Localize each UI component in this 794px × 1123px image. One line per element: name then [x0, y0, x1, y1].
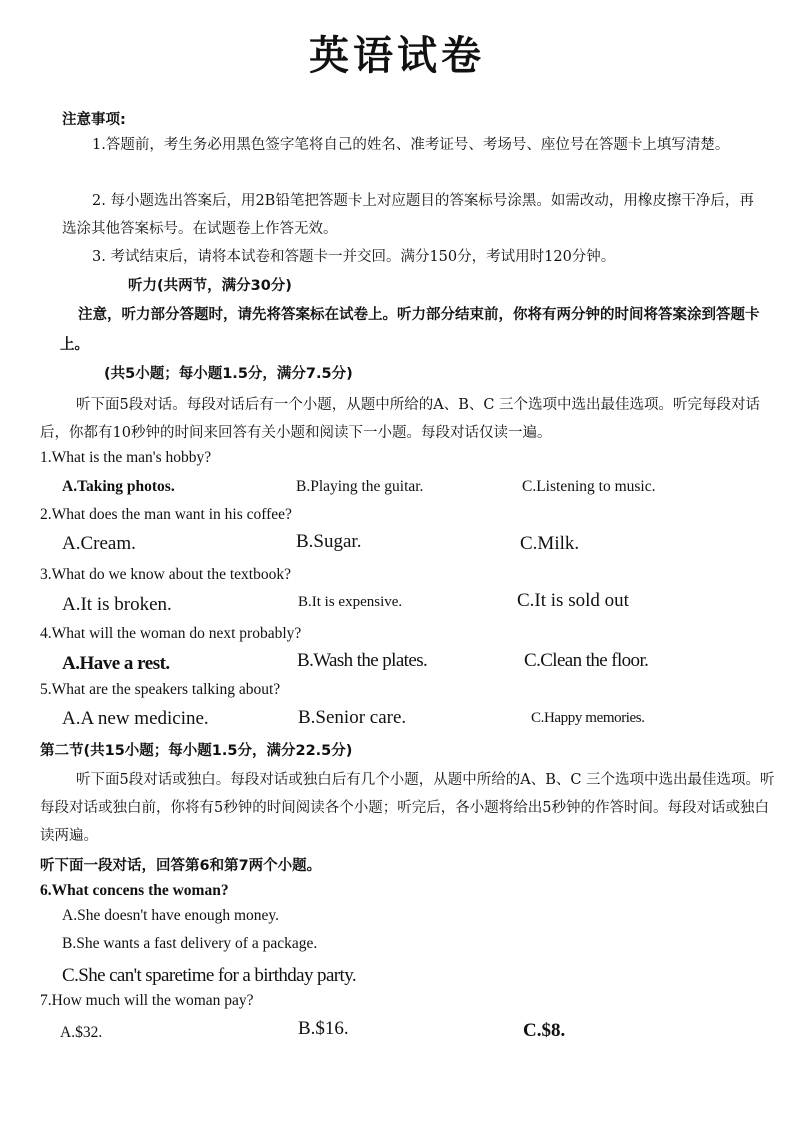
q6-option-b: B.She wants a fast delivery of a package. — [62, 935, 318, 952]
section1-instructions: 听下面5段对话。每段对话后有一个小题，从题中所给的A、B、C 三个选项中选出最佳选项。听完每段对话后，你都有10秒钟的时间来回答有关小题和阅读下一小题。每段对话仅读一遍。 — [40, 397, 761, 441]
notice-heading: 注意事项: — [62, 112, 126, 128]
question-7: 7.How much will the woman pay? — [40, 992, 254, 1009]
section2-heading: 第二节(共15小题；每小题1.5分，满分22.5分) — [40, 743, 353, 759]
listening-note: 注意，听力部分答题时，请先将答案标在试卷上。听力部分结束前，你将有两分钟的时间将答案涂到答题卡上。 — [60, 307, 760, 353]
q4-option-c: C.Clean the floor. — [524, 650, 649, 671]
q5-option-c: C.Happy memories. — [531, 710, 645, 726]
section2-subheading: 听下面一段对话，回答第6和第7两个小题。 — [40, 858, 322, 874]
question-3: 3.What do we know about the textbook? — [40, 566, 291, 583]
question-2: 2.What does the man want in his coffee? — [40, 506, 292, 523]
listening-heading: 听力(共两节，满分30分) — [128, 278, 292, 294]
section2-instructions: 听下面5段对话或独白。每段对话或独白后有几个小题，从题中所给的A、B、C 三个选项中选出最佳选项。听每段对话或独白前，你将有5秒钟的时间阅读各个小题；听完后，各小题将给出5秒钟的作答时间。每段对话或独白读两遍。 — [40, 772, 775, 844]
q5-option-b: B.Senior care. — [298, 707, 407, 728]
question-4: 4.What will the woman do next probably? — [40, 625, 302, 642]
q3-option-b: B.It is expensive. — [298, 594, 403, 610]
q4-option-b: B.Wash the plates. — [297, 650, 428, 671]
q6-option-a: A.She doesn't have enough money. — [62, 907, 280, 924]
section1-heading: (共5小题；每小题1.5分，满分7.5分) — [104, 366, 353, 382]
question-1: 1.What is the man's hobby? — [40, 449, 212, 466]
q4-option-a: A.Have a rest. — [62, 653, 170, 674]
q7-option-b: B.$16. — [298, 1018, 349, 1039]
q7-option-c: C.$8. — [523, 1020, 566, 1041]
q3-option-c: C.It is sold out — [517, 590, 629, 611]
q2-option-c: C.Milk. — [520, 533, 580, 554]
q1-option-c: C.Listening to music. — [522, 478, 656, 495]
notice-item-1: 1.答题前，考生务必用黑色签字笔将自己的姓名、准考证号、考场号、座位号在答题卡上填写清楚。 — [92, 137, 730, 153]
q2-option-b: B.Sugar. — [296, 531, 362, 552]
q3-option-a: A.It is broken. — [62, 594, 172, 615]
question-5: 5.What are the speakers talking about? — [40, 681, 281, 698]
q5-option-a: A.A new medicine. — [62, 708, 209, 729]
notice-item-3: 3. 考试结束后，请将本试卷和答题卡一并交回。满分150分，考试用时120分钟。 — [92, 249, 616, 265]
q6-option-c: C.She can't sparetime for a birthday party. — [62, 965, 357, 986]
q1-option-a: A.Taking photos. — [62, 478, 175, 495]
notice-item-2: 2. 每小题选出答案后，用2B铅笔把答题卡上对应题目的答案标号涂黑。如需改动，用橡皮擦干净后，再选涂其他答案标号。在试题卷上作答无效。 — [62, 193, 754, 237]
q7-option-a: A.$32. — [60, 1024, 103, 1041]
page-title: 英语试卷 — [309, 32, 485, 79]
q1-option-b: B.Playing the guitar. — [296, 478, 424, 495]
question-6: 6.What concens the woman? — [40, 882, 229, 899]
q2-option-a: A.Cream. — [62, 533, 136, 554]
